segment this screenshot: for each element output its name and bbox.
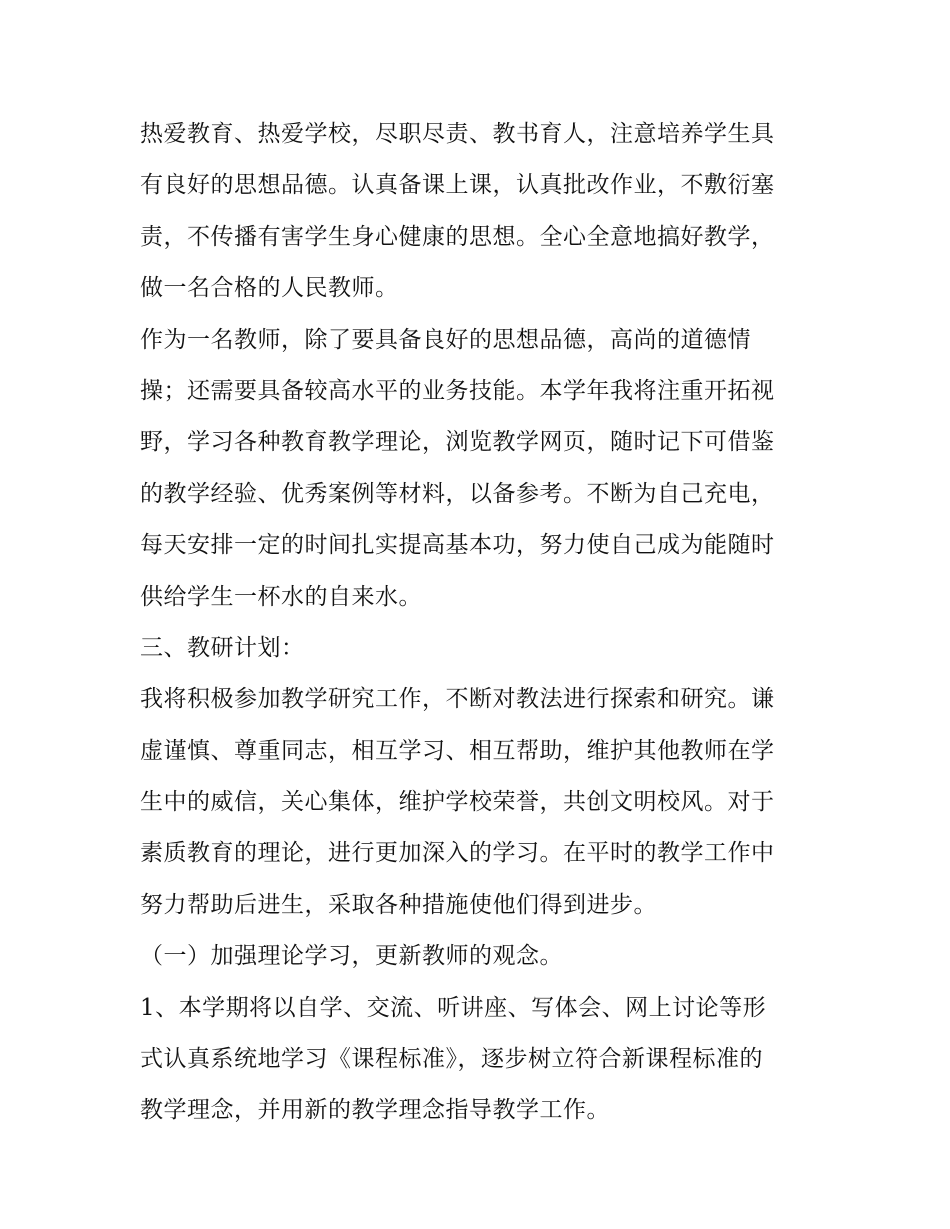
text-line: 责，不传播有害学生身心健康的思想。全心全意地搞好教学，	[140, 223, 775, 250]
text-line: 素质教育的理论，进行更加深入的学习。在平时的教学工作中	[140, 840, 775, 867]
text-line: 野，学习各种教育教学理论，浏览教学网页，随时记下可借鉴	[140, 429, 775, 456]
subsection-heading: （一）加强理论学习，更新教师的观念。	[140, 943, 563, 970]
text-line: 做一名合格的人民教师。	[140, 275, 399, 302]
text-line: 供给学生一杯水的自来水。	[140, 583, 422, 610]
text-line: 操；还需要具备较高水平的业务技能。本学年我将注重开拓视	[140, 377, 775, 404]
text-line: 虚谨慎、尊重同志，相互学习、相互帮助，维护其他教师在学	[140, 737, 775, 764]
text-line: 生中的威信，关心集体，维护学校荣誉，共创文明校风。对于	[140, 789, 775, 816]
text-line: 的教学经验、优秀案例等材料，以备参考。不断为自己充电，	[140, 480, 775, 507]
text-line: 我将积极参加教学研究工作，不断对教法进行探索和研究。谦	[140, 686, 775, 713]
text-line: 努力帮助后进生，采取各种措施使他们得到进步。	[140, 891, 657, 918]
text-line: 1、本学期将以自学、交流、听讲座、写体会、网上讨论等形	[140, 994, 767, 1021]
text-line: 作为一名教师，除了要具备良好的思想品德，高尚的道德情	[140, 326, 751, 353]
text-line: 教学理念，并用新的教学理念指导教学工作。	[140, 1097, 610, 1124]
text-line: 热爱教育、热爱学校，尽职尽责、教书育人，注意培养学生具	[140, 121, 775, 147]
text-line: 式认真系统地学习《课程标准》，逐步树立符合新课程标准的	[140, 1046, 763, 1073]
text-line: 每天安排一定的时间扎实提高基本功，努力使自己成为能随时	[140, 532, 775, 559]
document-body	[140, 109, 820, 1137]
text-line: 有良好的思想品德。认真备课上课，认真批改作业，不敷衍塞	[140, 172, 775, 199]
section-heading: 三、教研计划：	[140, 634, 305, 661]
